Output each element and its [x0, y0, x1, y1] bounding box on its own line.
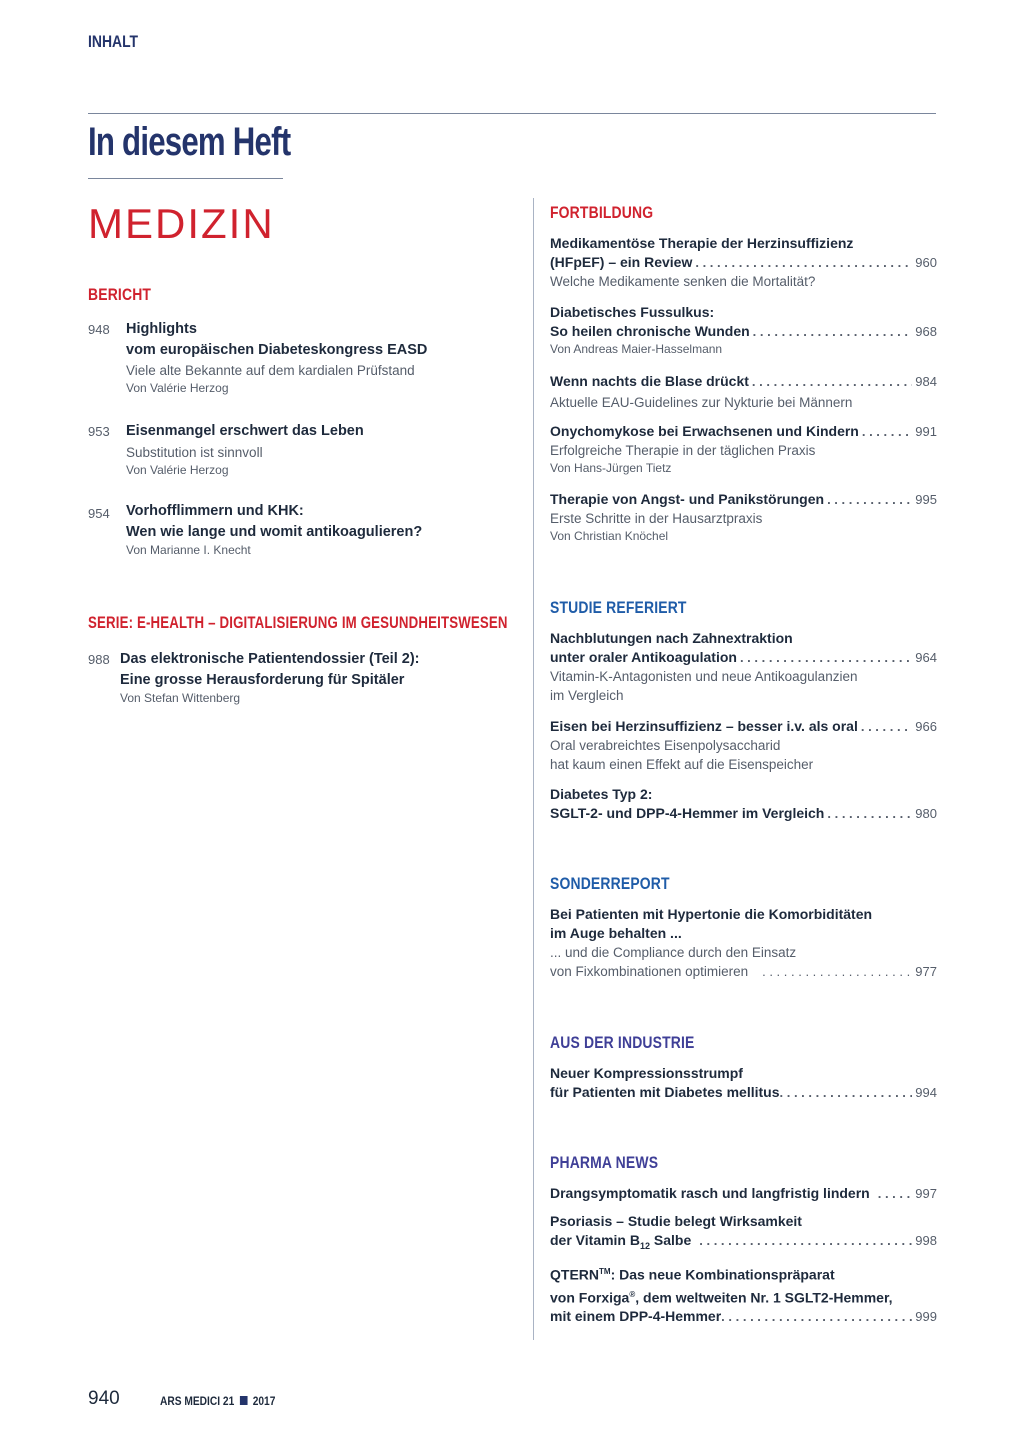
dot-leader [753, 322, 913, 341]
list-item[interactable] [550, 785, 937, 823]
dot-leader [740, 648, 912, 667]
dot-leader [862, 422, 912, 441]
page-number: 954 [88, 506, 110, 521]
page-number: 953 [88, 424, 110, 439]
section-title-pharma: PHARMA NEWS [550, 1153, 659, 1172]
page-number: 980 [915, 806, 937, 821]
article-subtitle: Erfolgreiche Therapie in der täglichen Praxis [550, 443, 816, 458]
title-rule [88, 178, 283, 179]
section-title-bericht: BERICHT [88, 285, 152, 304]
dot-leader [752, 372, 912, 391]
list-item[interactable] [550, 490, 937, 545]
footer-page-number: 940 [88, 1388, 120, 1409]
article-subtitle: Oral verabreichtes Eisenpolysaccharid [550, 738, 781, 753]
list-item[interactable] [550, 1064, 937, 1102]
article-subtitle: Erste Schritte in der Hausarztpraxis [550, 511, 763, 526]
article-subtitle-line2: hat kaum einen Effekt auf die Eisenspeicher [550, 757, 814, 772]
article-title-line2: Eine grosse Herausforderung für Spitäler [120, 672, 405, 688]
list-item[interactable] [550, 372, 937, 412]
article-title-line2: Wen wie lange und womit antikoagulieren? [126, 524, 423, 540]
article-title-line3: mit einem DPP-4-Hemmer [550, 1308, 722, 1325]
article-title: Nachblutungen nach Zahnextraktion [550, 630, 793, 646]
article-title: Das elektronische Patientendossier (Teil 2): [120, 651, 420, 667]
title-part: von Forxiga [550, 1289, 630, 1306]
article-title-line2: unter oraler Antikoagulation [550, 649, 737, 665]
section-title-industrie: AUS DER INDUSTRIE [550, 1033, 695, 1052]
list-item[interactable] [550, 422, 937, 477]
square-icon [240, 1396, 248, 1405]
list-item[interactable] [550, 303, 937, 358]
top-rule [88, 113, 936, 114]
article-subtitle-line2: im Vergleich [550, 688, 624, 703]
article-title-line2: SGLT-2- und DPP-4-Hemmer im Vergleich [550, 805, 825, 821]
article-title-line2: (HFpEF) – ein Review [550, 254, 693, 270]
dot-leader [827, 804, 912, 823]
list-item[interactable] [550, 1212, 937, 1256]
page-number: 968 [915, 324, 937, 339]
article-title: Diabetisches Fussulkus: [550, 304, 715, 320]
page-number: 997 [915, 1186, 937, 1201]
page-number: 964 [915, 650, 937, 665]
section-title-serie: SERIE: E-HEALTH – DIGITALISIERUNG IM GESUNDHEITSWESEN [88, 613, 508, 632]
article-author: Von Hans-Jürgen Tietz [550, 461, 672, 475]
article-title: Wenn nachts die Blase drückt [550, 373, 749, 389]
article-title-line2 [550, 1285, 937, 1308]
page-number: 984 [915, 374, 937, 389]
article-subtitle: Viele alte Bekannte auf dem kardialen Prüfstand [126, 363, 415, 378]
article-title: Psoriasis – Studie belegt Wirksamkeit [550, 1213, 802, 1229]
dot-leader [878, 1184, 913, 1203]
list-item[interactable] [550, 717, 937, 774]
main-section-title: MEDIZIN [88, 200, 275, 247]
article-title: Drangsymptomatik rasch und langfristig lindern [550, 1185, 870, 1201]
title-part: QTERN [550, 1266, 599, 1283]
article-title [550, 1262, 937, 1285]
dot-leader [721, 1307, 912, 1326]
superscript: TM [599, 1267, 611, 1276]
dot-leader [780, 1083, 913, 1102]
article-title-line2: für Patienten mit Diabetes mellitus [550, 1084, 780, 1100]
dot-leader [695, 253, 912, 272]
list-item[interactable] [550, 629, 937, 705]
subscript: 12 [640, 1240, 651, 1251]
article-subtitle: ... und die Compliance durch den Einsatz [550, 945, 797, 960]
article-title: Therapie von Angst- und Panikstörungen [550, 491, 825, 507]
dot-leader [827, 490, 912, 509]
section-label: INHALT [88, 32, 139, 51]
superscript: ® [629, 1289, 636, 1299]
section-title-sonderreport: SONDERREPORT [550, 874, 670, 893]
article-author: Von Valérie Herzog [126, 463, 229, 477]
list-item[interactable] [550, 905, 937, 981]
article-title-line2: im Auge behalten ... [550, 925, 682, 941]
article-title: Medikamentöse Therapie der Herzinsuffizienz [550, 235, 854, 251]
article-author: Von Christian Knöchel [550, 529, 669, 543]
page-number: 948 [88, 322, 110, 337]
article-title: Highlights [126, 321, 197, 337]
article-author: Von Stefan Wittenberg [120, 691, 241, 705]
page-number: 999 [915, 1309, 937, 1325]
article-author: Von Andreas Maier-Hasselmann [550, 342, 723, 356]
article-author: Von Valérie Herzog [126, 381, 229, 395]
article-title-line2 [550, 1231, 691, 1256]
page-number: 988 [88, 652, 110, 667]
page-number: 977 [915, 964, 937, 979]
page-number: 998 [915, 1233, 937, 1248]
article-title: Neuer Kompressionsstrumpf [550, 1065, 743, 1081]
dot-leader [861, 717, 912, 736]
page-number: 966 [915, 719, 937, 734]
journal-year: 2017 [252, 1394, 276, 1408]
section-title-studie: STUDIE REFERIERT [550, 598, 687, 617]
article-author: Von Marianne I. Knecht [126, 543, 251, 557]
list-item[interactable] [550, 234, 937, 291]
page-number: 994 [915, 1085, 937, 1100]
journal-name: ARS MEDICI 21 [160, 1394, 235, 1408]
section-title-fortbildung: FORTBILDUNG [550, 203, 654, 222]
article-title: Bei Patienten mit Hypertonie die Komorbiditäten [550, 906, 873, 922]
title-part: : Das neue Kombinationspräparat [610, 1266, 835, 1283]
list-item[interactable] [550, 1262, 937, 1326]
footer-journal [160, 1394, 275, 1408]
article-subtitle-line2: von Fixkombinationen optimieren [550, 964, 749, 979]
page-number: 960 [915, 255, 937, 270]
article-title: Eisen bei Herzinsuffizienz – besser i.v. als oral [550, 718, 858, 734]
title-part: der Vitamin B [550, 1232, 640, 1248]
article-title-line2: vom europäischen Diabeteskongress EASD [126, 342, 428, 358]
page-title: In diesem Heft [88, 120, 291, 164]
page-number: 995 [915, 492, 937, 507]
column-divider [533, 198, 534, 1340]
article-title-line2: So heilen chronische Wunden [550, 323, 750, 339]
page-number: 991 [915, 424, 937, 439]
article-subtitle: Welche Medikamente senken die Mortalität? [550, 274, 816, 289]
article-title: Vorhofflimmern und KHK: [126, 503, 304, 519]
dot-leader [762, 962, 912, 981]
article-title: Diabetes Typ 2: [550, 786, 653, 802]
article-title: Onychomykose bei Erwachsenen und Kindern [550, 423, 859, 439]
article-title: Eisenmangel erschwert das Leben [126, 423, 364, 439]
article-subtitle: Substitution ist sinnvoll [126, 445, 263, 460]
list-item[interactable] [550, 1184, 937, 1203]
title-part: Salbe [650, 1232, 692, 1248]
title-part: , dem weltweiten Nr. 1 SGLT2-Hemmer, [635, 1289, 893, 1306]
article-subtitle: Vitamin-K-Antagonisten und neue Antikoagulanzien [550, 669, 858, 684]
article-subtitle: Aktuelle EAU-Guidelines zur Nykturie bei Männern [550, 395, 853, 410]
dot-leader [699, 1231, 912, 1250]
